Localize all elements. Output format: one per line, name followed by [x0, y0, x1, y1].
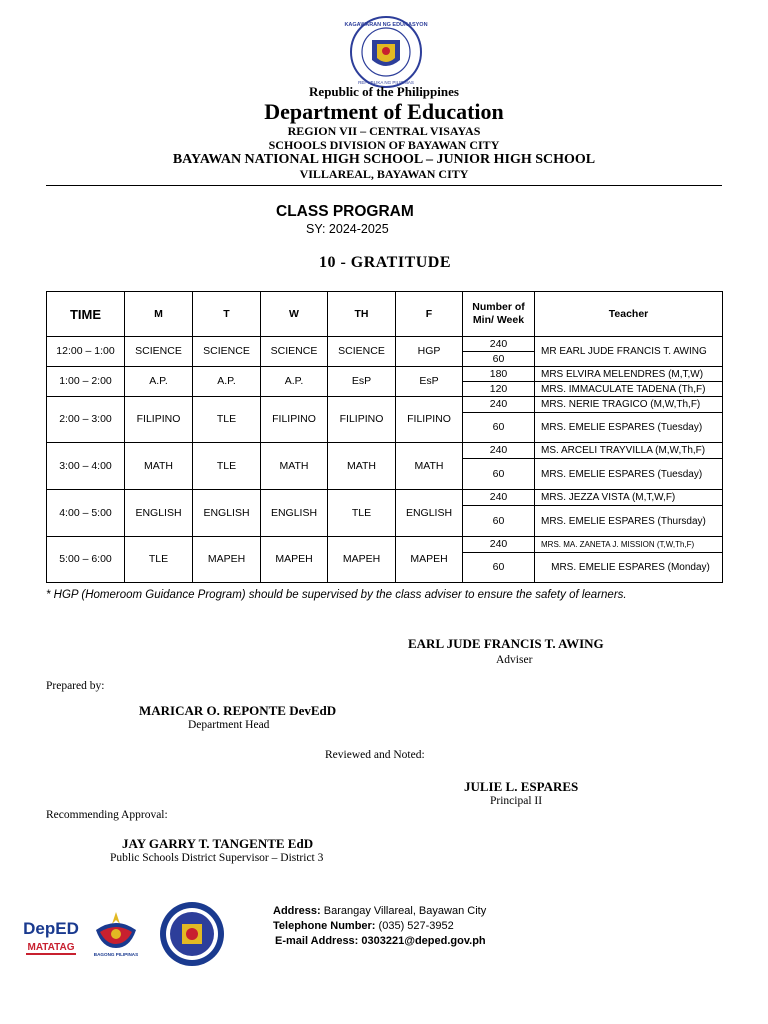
cell-time: 5:00 – 6:00 [47, 537, 125, 583]
cell-wednesday: ENGLISH [261, 490, 328, 537]
table-row [47, 490, 723, 506]
header-teacher: Teacher [535, 292, 723, 337]
cell-thursday: TLE [328, 490, 396, 537]
cell-tuesday: ENGLISH [193, 490, 261, 537]
document-title: CLASS PROGRAM [276, 203, 414, 220]
bagong-pilipinas-text: BAGONG PILIPINAS [93, 952, 139, 957]
cell-teacher: MRS. EMELIE ESPARES (Tuesday) [535, 459, 723, 490]
cell-minutes: 180 [463, 367, 535, 382]
reviewed-label: Reviewed and Noted: [325, 749, 425, 761]
table-row [47, 337, 723, 352]
school-year: SY: 2024-2025 [306, 222, 389, 236]
department-head-name: MARICAR O. REPONTE DevEdD [139, 703, 337, 718]
cell-teacher: MRS. EMELIE ESPARES (Monday) [535, 553, 723, 583]
adviser-role: Adviser [496, 654, 533, 666]
header-divider [46, 185, 722, 186]
address-value: Barangay Villareal, Bayawan City [323, 905, 487, 917]
phone-value: (035) 527-3952 [378, 920, 454, 932]
phone-label: Telephone Number: [273, 920, 376, 932]
cell-friday: EsP [396, 367, 463, 397]
footer-address [273, 905, 486, 917]
cell-minutes: 60 [463, 352, 535, 367]
cell-thursday: EsP [328, 367, 396, 397]
cell-minutes: 120 [463, 382, 535, 397]
cell-friday: MAPEH [396, 537, 463, 583]
header-department: Department of Education [264, 99, 504, 124]
cell-wednesday: SCIENCE [261, 337, 328, 367]
cell-time: 2:00 – 3:00 [47, 397, 125, 443]
cell-teacher: MRS ELVIRA MELENDRES (M,T,W) [535, 367, 723, 382]
cell-minutes: 240 [463, 490, 535, 506]
cell-minutes: 60 [463, 506, 535, 537]
recommending-label: Recommending Approval: [46, 809, 168, 821]
principal-role: Principal II [490, 795, 543, 807]
header-division: SCHOOLS DIVISION OF BAYAWAN CITY [268, 138, 500, 152]
address-label: Address: [273, 905, 321, 917]
cell-minutes: 60 [463, 459, 535, 490]
cell-tuesday: SCIENCE [193, 337, 261, 367]
cell-tuesday: TLE [193, 397, 261, 443]
cell-wednesday: MATH [261, 443, 328, 490]
cell-time: 1:00 – 2:00 [47, 367, 125, 397]
cell-monday: ENGLISH [125, 490, 193, 537]
cell-teacher: MRS. MA. ZANETA J. MISSION (T,W,Th,F) [535, 537, 723, 553]
header-friday: F [396, 292, 463, 337]
header-republic: Republic of the Philippines [309, 84, 459, 99]
cell-teacher: MS. ARCELI TRAYVILLA (M,W,Th,F) [535, 443, 723, 459]
table-row [47, 367, 723, 382]
email-label: E-mail Address: [275, 935, 359, 947]
header-thursday: TH [328, 292, 396, 337]
header-tuesday: T [193, 292, 261, 337]
cell-teacher: MRS. IMMACULATE TADENA (Th,F) [535, 382, 723, 397]
supervisor-role: Public Schools District Supervisor – District 3 [110, 852, 324, 864]
section-name: 10 - GRATITUDE [318, 254, 452, 271]
footer-phone [273, 920, 454, 932]
seal-bottom-text: REPUBLIKA NG PILIPINAS [358, 80, 414, 85]
cell-time: 12:00 – 1:00 [47, 337, 125, 367]
cell-monday: FILIPINO [125, 397, 193, 443]
school-seal-icon [156, 900, 228, 968]
cell-minutes: 240 [463, 537, 535, 553]
cell-friday: FILIPINO [396, 397, 463, 443]
cell-tuesday: TLE [193, 443, 261, 490]
cell-friday: ENGLISH [396, 490, 463, 537]
cell-teacher: MRS. NERIE TRAGICO (M,W,Th,F) [535, 397, 723, 413]
cell-minutes: 60 [463, 413, 535, 443]
email-value: 0303221@deped.gov.ph [361, 935, 486, 947]
supervisor-name: JAY GARRY T. TANGENTE EdD [122, 836, 314, 851]
cell-friday: MATH [396, 443, 463, 490]
cell-thursday: SCIENCE [328, 337, 396, 367]
cell-minutes: 240 [463, 337, 535, 352]
cell-thursday: MAPEH [328, 537, 396, 583]
table-row [47, 443, 723, 459]
header-region: REGION VII – CENTRAL VISAYAS [287, 124, 481, 138]
cell-minutes: 240 [463, 397, 535, 413]
table-row [47, 397, 723, 413]
cell-time: 4:00 – 5:00 [47, 490, 125, 537]
footer-email [275, 935, 486, 947]
header-wednesday: W [261, 292, 328, 337]
header-monday: M [125, 292, 193, 337]
cell-time: 3:00 – 4:00 [47, 443, 125, 490]
cell-tuesday: MAPEH [193, 537, 261, 583]
cell-wednesday: A.P. [261, 367, 328, 397]
cell-minutes: 240 [463, 443, 535, 459]
department-head-role: Department Head [188, 719, 270, 731]
cell-monday: SCIENCE [125, 337, 193, 367]
cell-thursday: MATH [328, 443, 396, 490]
cell-monday: TLE [125, 537, 193, 583]
seal-top-text: KAGAWARAN NG EDUKASYON [344, 22, 428, 28]
cell-wednesday: FILIPINO [261, 397, 328, 443]
header-minutes: Number of Min/ Week [463, 292, 535, 337]
cell-teacher: MRS. EMELIE ESPARES (Tuesday) [535, 413, 723, 443]
header-time: TIME [47, 292, 125, 337]
cell-monday: MATH [125, 443, 193, 490]
cell-minutes: 60 [463, 553, 535, 583]
matatag-logo-text: MATATAG [27, 942, 75, 953]
header-address: VILLAREAL, BAYAWAN CITY [299, 167, 469, 181]
adviser-name: EARL JUDE FRANCIS T. AWING [408, 636, 604, 651]
principal-name: JULIE L. ESPARES [464, 779, 579, 794]
cell-monday: A.P. [125, 367, 193, 397]
cell-thursday: FILIPINO [328, 397, 396, 443]
prepared-by-label: Prepared by: [46, 680, 105, 692]
table-row [47, 537, 723, 553]
cell-wednesday: MAPEH [261, 537, 328, 583]
hgp-note: * HGP (Homeroom Guidance Program) should be supervised by the class adviser to ensure the safety of learners. [46, 589, 627, 601]
deped-seal-icon [337, 16, 435, 88]
table-header-row [47, 292, 723, 337]
cell-friday: HGP [396, 337, 463, 367]
cell-tuesday: A.P. [193, 367, 261, 397]
bagong-pilipinas-logo-icon [86, 908, 146, 958]
class-program-table [46, 291, 723, 583]
deped-logo-text: DepED [23, 919, 79, 938]
deped-matatag-logo-icon [22, 912, 80, 960]
header-school: BAYAWAN NATIONAL HIGH SCHOOL – JUNIOR HIGH SCHOOL [172, 152, 596, 167]
cell-teacher: MRS. EMELIE ESPARES (Thursday) [535, 506, 723, 537]
cell-teacher: MR EARL JUDE FRANCIS T. AWING [535, 337, 723, 367]
cell-teacher: MRS. JEZZA VISTA (M,T,W,F) [535, 490, 723, 506]
